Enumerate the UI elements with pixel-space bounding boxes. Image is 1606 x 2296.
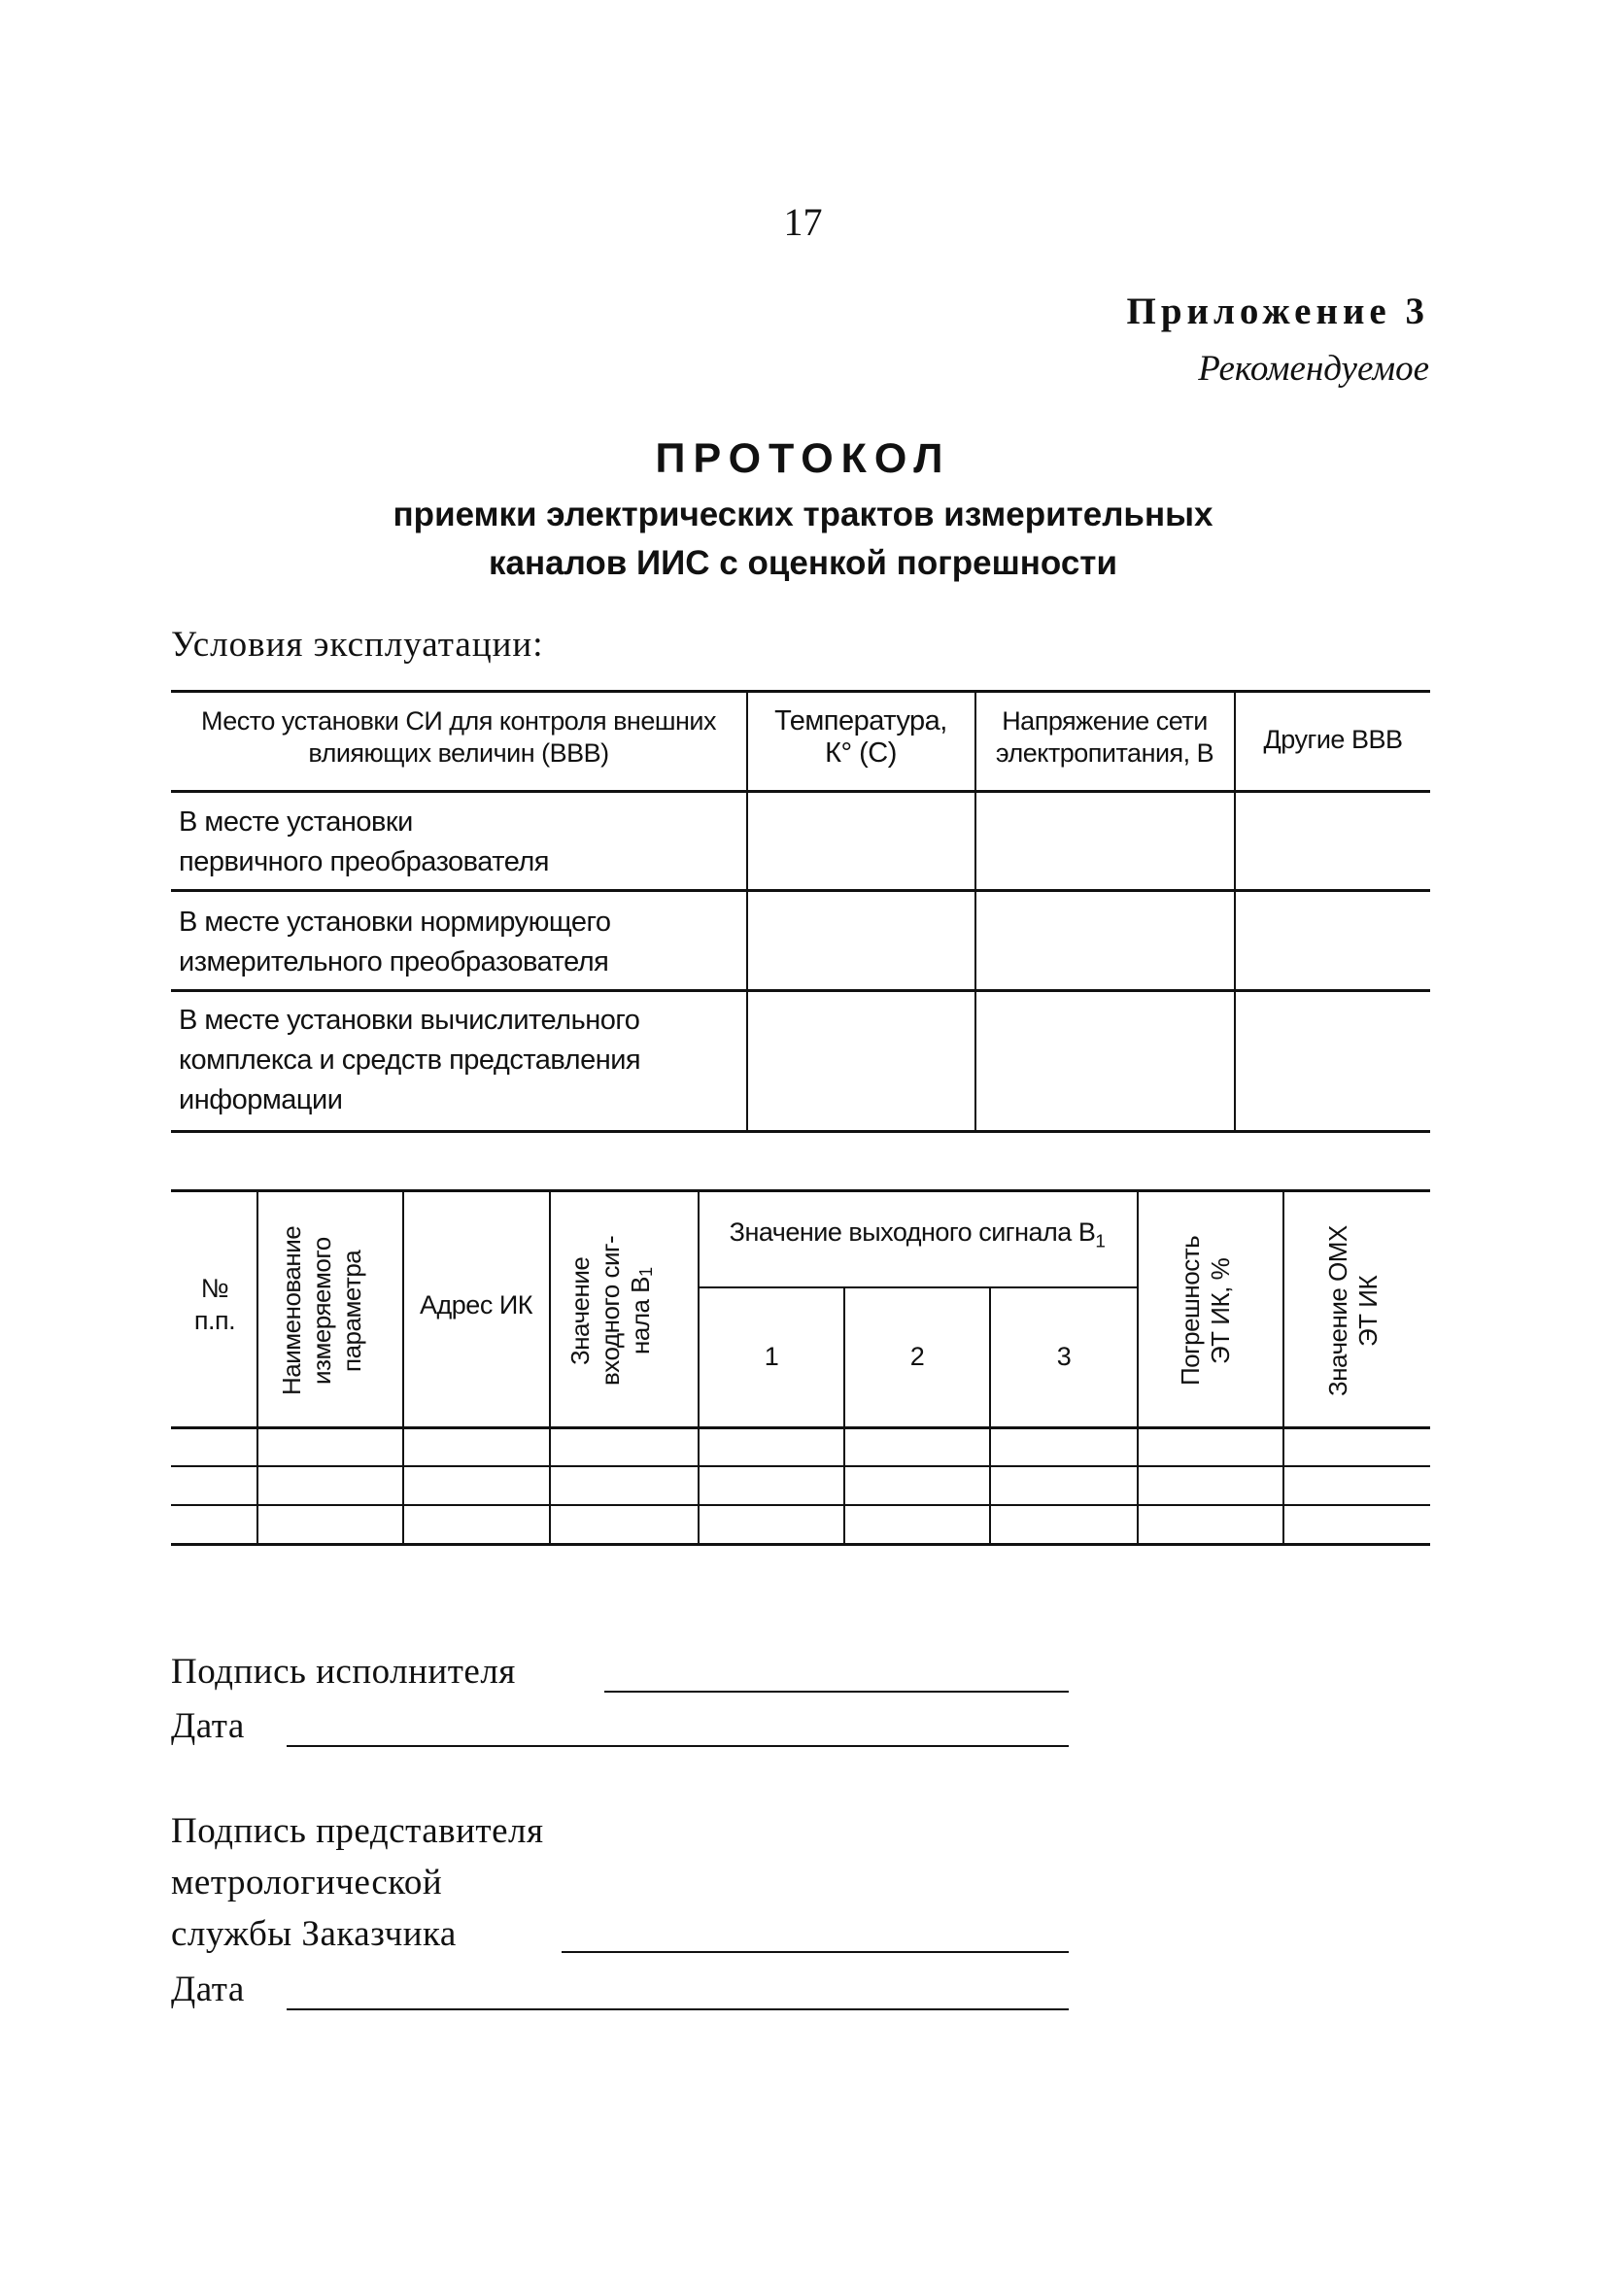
measurement-table-header-border [171,1426,1430,1429]
header-temperature-line: Температура, [774,705,947,737]
document-subtitle-line-1: приемки электрических трактов измерительных [393,496,1213,533]
representative-label-line-3: службы Заказчика [171,1914,457,1954]
measurement-table-column-divider [989,1288,991,1543]
header-temperature [748,705,974,770]
col-input-text: нала В [626,1276,655,1354]
col-input-line: Значение [565,1256,595,1365]
col-omx [1323,1205,1384,1417]
col-output-3: 3 [1056,1342,1072,1371]
representative-label-line-2: метрологической [171,1863,443,1902]
measurement-table-column-divider [1282,1191,1284,1543]
date-label-1: Дата [171,1706,245,1746]
measurement-table-bottom-border [171,1543,1430,1546]
executor-signature-line[interactable] [604,1691,1069,1693]
document-title: ПРОТОКОЛ [655,435,951,482]
header-voltage [976,705,1233,770]
date-line-2[interactable] [287,2008,1069,2010]
executor-signature-label: Подпись исполнителя [171,1652,516,1692]
row-label-line: В месте установки [179,806,413,838]
conditions-row-primary [179,803,742,882]
col-number-line: п.п. [193,1306,236,1335]
header-voltage-line: Напряжение сети [1002,706,1208,736]
output-group-divider [698,1286,1137,1288]
col-output-2: 2 [909,1342,925,1371]
col-output-group [700,1217,1135,1257]
col-input-line [626,1205,662,1417]
date-label-2: Дата [171,1970,245,2009]
col-output-1: 1 [764,1342,779,1371]
col-input-line: входного сиг- [596,1235,625,1387]
row-label-line: информации [179,1084,343,1115]
representative-label-line-1: Подпись представителя [171,1811,544,1851]
date-line-1[interactable] [287,1745,1069,1747]
measurement-table-column-divider [843,1288,845,1543]
col-error [1176,1205,1236,1417]
col-address: Адрес ИК [420,1290,532,1319]
col-input-subscript: 1 [636,1267,657,1277]
measurement-table-top-border [171,1189,1430,1192]
header-other: Другие ВВВ [1263,725,1403,754]
row-label-line: комплекса и средств представления [179,1045,641,1076]
col-number [173,1273,256,1337]
conditions-table-column-divider [1234,692,1236,1131]
row-label-line: первичного преобразователя [179,846,549,877]
row-label-line: измерительного преобразователя [179,946,609,977]
header-voltage-line: электропитания, В [995,738,1214,768]
col-name-line: параметра [337,1250,366,1372]
header-place [173,705,744,770]
col-error-line: Погрешность [1176,1235,1205,1387]
representative-signature-line[interactable] [562,1951,1069,1953]
col-omx-line: Значение ОМХ [1323,1225,1352,1396]
col-error-line: ЭТ ИК, % [1206,1257,1235,1364]
measurement-table-row-border [171,1465,1430,1467]
conditions-table-top-border [171,690,1430,693]
col-name-line: измеряемого [307,1237,336,1385]
col-omx-line: ЭТ ИК [1353,1275,1383,1347]
col-input [565,1205,662,1417]
document-subtitle [0,491,1606,588]
measurement-table-column-divider [256,1191,258,1543]
col-output-group-subscript: 1 [1095,1231,1106,1252]
measurement-table-row-border [171,1504,1430,1506]
appendix-title: Приложение 3 [1126,291,1429,332]
appendix-subtitle: Рекомендуемое [1198,349,1429,389]
document-subtitle-line-2: каналов ИИС с оценкой погрешности [489,544,1117,582]
row-label-line: В месте установки вычислительного [179,1005,640,1036]
page-number: 17 [783,200,823,244]
measurement-table-column-divider [1137,1191,1139,1543]
col-name-line: Наименование [277,1225,306,1396]
measurement-table-column-divider [402,1191,404,1543]
conditions-label: Условия эксплуатации: [171,625,544,665]
conditions-row-computing [179,1001,742,1120]
header-temperature-line: К° (С) [825,737,897,769]
col-number-line: № [200,1274,229,1303]
col-name [277,1205,367,1417]
conditions-table-bottom-border [171,1130,1430,1133]
conditions-table-row-border [171,989,1430,992]
measurement-table-column-divider [549,1191,551,1543]
conditions-table-row-border [171,889,1430,892]
header-place-line: Место установки СИ для контроля внешних [200,706,717,736]
row-label-line: В месте установки нормирующего [179,907,611,938]
header-place-line: влияющих величин (ВВВ) [308,738,609,768]
conditions-table-header-border [171,790,1430,793]
col-output-group-text: Значение выходного сигнала В [729,1217,1096,1247]
conditions-row-normalizing [179,903,742,982]
